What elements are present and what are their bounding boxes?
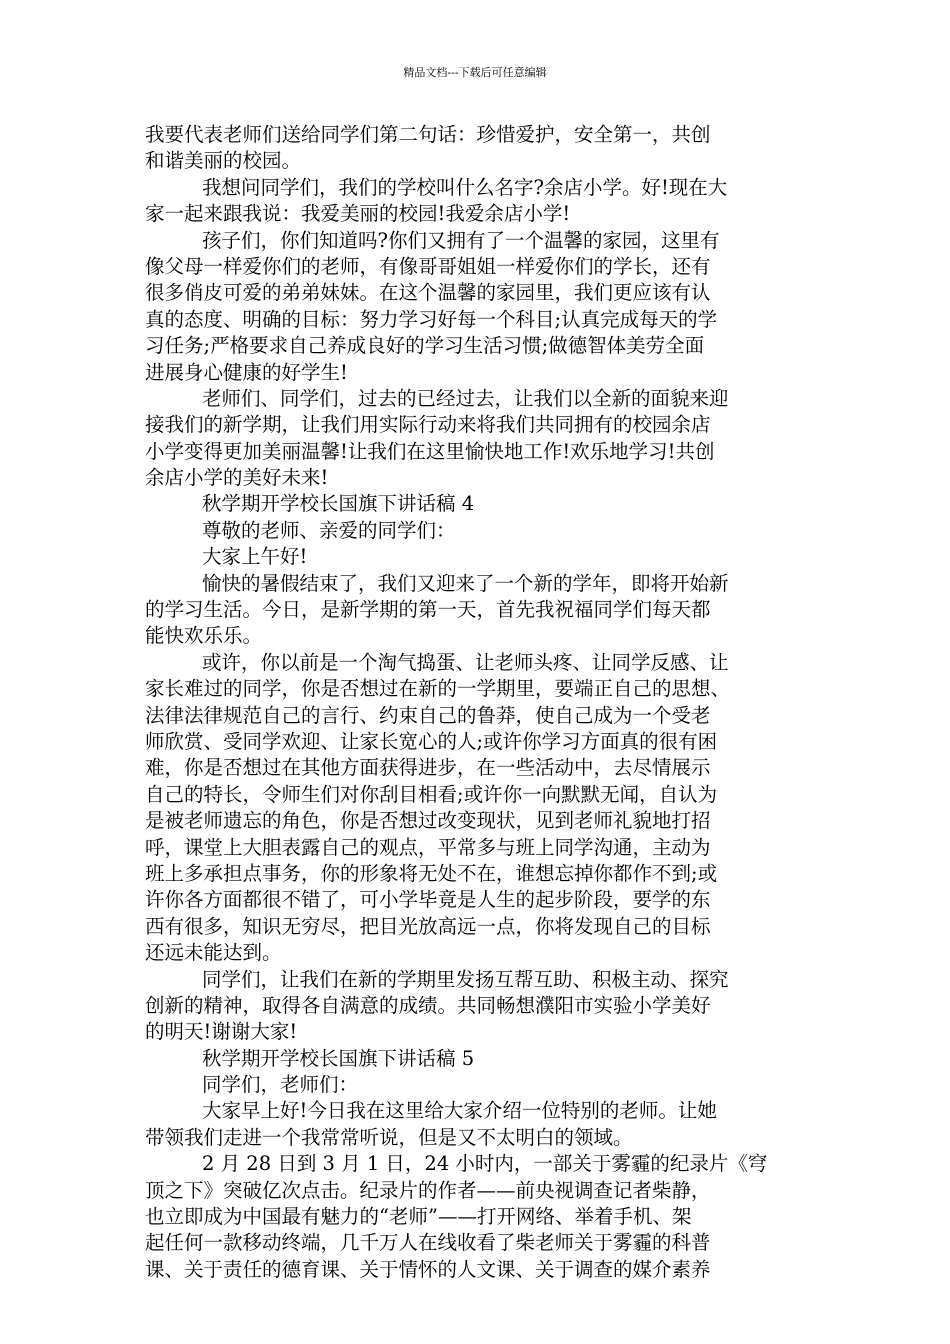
text-line: 顶之下》突破亿次点击。纪录片的作者——前央视调查记者柴静， [145, 1178, 711, 1202]
text-line: 创新的精神，取得各自满意的成绩。共同畅想濮阳市实验小学美好 [145, 993, 711, 1017]
text-line: 2 月 28 日到 3 月 1 日，24 小时内，一部关于雾霾的纪录片《穹 [202, 1152, 768, 1176]
text-line: 难，你是否想过在其他方面获得进步，在一些活动中，去尽情展示 [145, 756, 711, 780]
text-line: 是被老师遗忘的角色，你是否想过改变现状，见到老师礼貌地打招 [145, 809, 711, 833]
text-line: 小学变得更加美丽温馨!让我们在这里愉快地工作!欢乐地学习!共创 [145, 439, 715, 463]
text-line: 大家上午好! [202, 545, 308, 569]
text-line: 我要代表老师们送给同学们第二句话：珍惜爱护，安全第一，共创 [145, 123, 711, 146]
text-line: 或许，你以前是一个淘气捣蛋、让老师头疼、让同学反感、让 [202, 650, 729, 674]
text-line: 家一起来跟我说：我爱美丽的校园!我爱余店小学! [145, 202, 571, 226]
text-line: 真的态度、明确的目标：努力学习好每一个科目;认真完成每天的学 [145, 307, 718, 331]
text-line: 大家早上好!今日我在这里给大家介绍一位特别的老师。让她 [202, 1099, 717, 1123]
text-line: 和谐美丽的校园。 [145, 149, 302, 173]
text-line: 接我们的新学期，让我们用实际行动来将我们共同拥有的校园余店 [145, 413, 711, 437]
text-line: 呼，课堂上大胆表露自己的观点，平常多与班上同学沟通，主动为 [145, 835, 711, 859]
text-line: 像父母一样爱你们的老师，有像哥哥姐姐一样爱你们的学长，还有 [145, 254, 711, 278]
text-line: 许你各方面都很不错了，可小学毕竟是人生的起步阶段，要学的东 [145, 888, 711, 912]
text-line: 自己的特长，令师生们对你刮目相看;或许你一向默默无闻，自认为 [145, 782, 718, 806]
text-line: 的明天!谢谢大家! [145, 1020, 298, 1044]
text-line: 孩子们，你们知道吗?你们又拥有了一个温馨的家园，这里有 [202, 228, 720, 252]
text-line: 进展身心健康的好学生! [145, 360, 348, 384]
text-line: 同学们，让我们在新的学期里发扬互帮互助、积极主动、探究 [202, 967, 729, 991]
text-line: 班上多承担点事务，你的形象将无处不在，谁想忘掉你都作不到;或 [145, 861, 718, 885]
text-line: 老师们、同学们，过去的已经过去，让我们以全新的面貌来迎 [202, 386, 729, 410]
text-line: 同学们，老师们： [202, 1073, 359, 1097]
text-line: 的学习生活。今日，是新学期的第一天，首先我祝福同学们每天都 [145, 598, 711, 622]
text-line: 还远未能达到。 [145, 941, 282, 965]
text-line: 课、关于责任的德育课、关于情怀的人文课、关于调查的媒介素养 [145, 1257, 711, 1281]
text-line: 法律法律规范自己的言行、约束自己的鲁莽，使自己成为一个受老 [145, 703, 711, 727]
text-line: 愉快的暑假结束了，我们又迎来了一个新的学年，即将开始新 [202, 571, 729, 595]
text-line: 师欣赏、受同学欢迎、让家长宽心的人;或许你学习方面真的很有困 [145, 729, 718, 753]
text-line: 余店小学的美好未来! [145, 466, 329, 490]
text-line: 起任何一款移动终端，几千万人在线收看了柴老师关于雾霾的科普 [145, 1231, 711, 1255]
text-line: 我想问同学们，我们的学校叫什么名字?余店小学。好!现在大 [202, 175, 728, 199]
text-line: 习任务;严格要求自己养成良好的学习生活习惯;做德智体美劳全面 [145, 334, 705, 358]
document-body [145, 122, 807, 1283]
text-line: 秋学期开学校长国旗下讲话稿 4 [202, 492, 475, 516]
text-line: 很多俏皮可爱的弟弟妹妹。在这个温馨的家园里，我们更应该有认 [145, 281, 711, 305]
text-line: 也立即成为中国最有魅力的“老师”——打开网络、举着手机、架 [145, 1205, 692, 1229]
text-line: 能快欢乐乐。 [145, 624, 263, 648]
text-line: 尊敬的老师、亲爱的同学们： [202, 518, 456, 542]
text-line: 家长难过的同学，你是否想过在新的一学期里，要端正自己的思想、 [145, 677, 731, 701]
page-header: 精品文档---下载后可任意编辑 [403, 66, 547, 79]
text-line: 秋学期开学校长国旗下讲话稿 5 [202, 1046, 475, 1070]
text-line: 带领我们走进一个我常常听说，但是又不太明白的领域。 [145, 1125, 633, 1149]
text-line: 西有很多，知识无穷尽，把目光放高远一点，你将发现自己的目标 [145, 914, 711, 938]
